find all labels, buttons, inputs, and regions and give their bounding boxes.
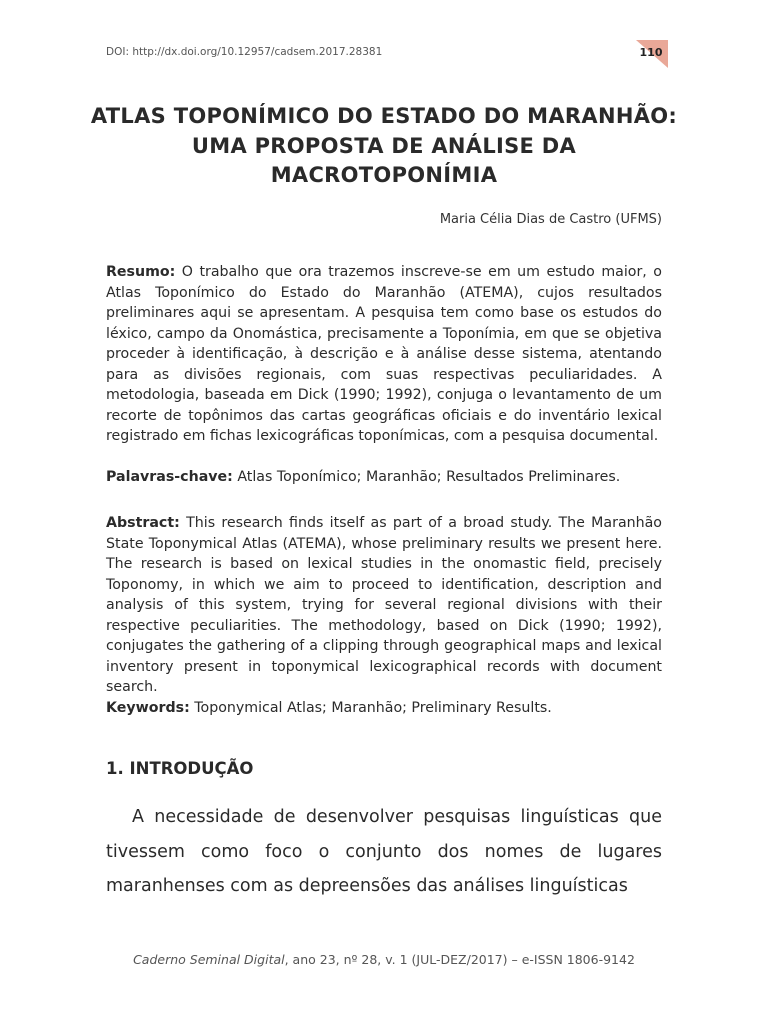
page-number: 110 <box>639 46 663 59</box>
journal-details: , ano 23, nº 28, v. 1 (JUL-DEZ/2017) – e-ISSN 1806-9142 <box>284 952 635 967</box>
doi-link[interactable]: DOI: http://dx.doi.org/10.12957/cadsem.2017.28381 <box>106 46 383 58</box>
section-heading: 1. INTRODUÇÃO <box>106 759 254 778</box>
resumo-label: Resumo: <box>106 264 176 280</box>
abstract-text: This research finds itself as part of a broad study. The Maranhão State Toponymical Atlas (ATEMA), whose preliminary results we present here. The research is based on lexical studies in the onomastic field, precisely Toponomy, in which we aim to proceed to identification, description and analysis of this system, trying for several regional divisions with their respective peculiarities. The methodology, based on Dick (1990; 1992), conjugates the gathering of a clipping through geographical maps and lexical inventory present in toponymical lexicographical records with document search. <box>106 515 662 695</box>
page-number-tab <box>636 40 668 68</box>
resumo-paragraph <box>106 262 662 447</box>
palavras-chave-text: Atlas Toponímico; Maranhão; Resultados Preliminares. <box>237 469 621 485</box>
palavras-chave-paragraph <box>106 467 662 488</box>
journal-name: Caderno Seminal Digital <box>133 952 285 967</box>
palavras-chave-label: Palavras-chave: <box>106 469 233 485</box>
author-line: Maria Célia Dias de Castro (UFMS) <box>439 212 662 227</box>
keywords-text: Toponymical Atlas; Maranhão; Preliminary Results. <box>194 700 552 716</box>
resumo-text: O trabalho que ora trazemos inscreve-se em um estudo maior, o Atlas Toponímico do Estado do Maranhão (ATEMA), cujos resultados preliminares aqui se apresentam. A pesquisa tem como base os estudos do léxico, campo da Onomástica, precisamente a Toponímia, em que se objetiva proceder à identificação, à descrição e à análise desse sistema, atentando para as divisões regionais, com suas respectivas peculiaridades. A metodologia, baseada em Dick (1990; 1992), conjuga o levantamento de um recorte de topônimos das cartas geográficas oficiais e do inventário lexical registrado em fichas lexicográficas toponímicas, com a pesquisa documental. <box>106 264 662 444</box>
keywords-paragraph <box>106 698 662 719</box>
abstract-label: Abstract: <box>106 515 180 531</box>
intro-paragraph: A necessidade de desenvolver pesquisas linguísticas que tivessem como foco o conjunto dos nomes de lugares maranhenses com as depreensões das análises linguísticas <box>106 807 662 896</box>
article-title: ATLAS TOPONÍMICO DO ESTADO DO MARANHÃO: UMA PROPOSTA DE ANÁLISE DA MACROTOPONÍMIA <box>90 104 678 187</box>
keywords-label: Keywords: <box>106 700 190 716</box>
journal-footer <box>0 952 768 967</box>
abstract-paragraph <box>106 513 662 698</box>
